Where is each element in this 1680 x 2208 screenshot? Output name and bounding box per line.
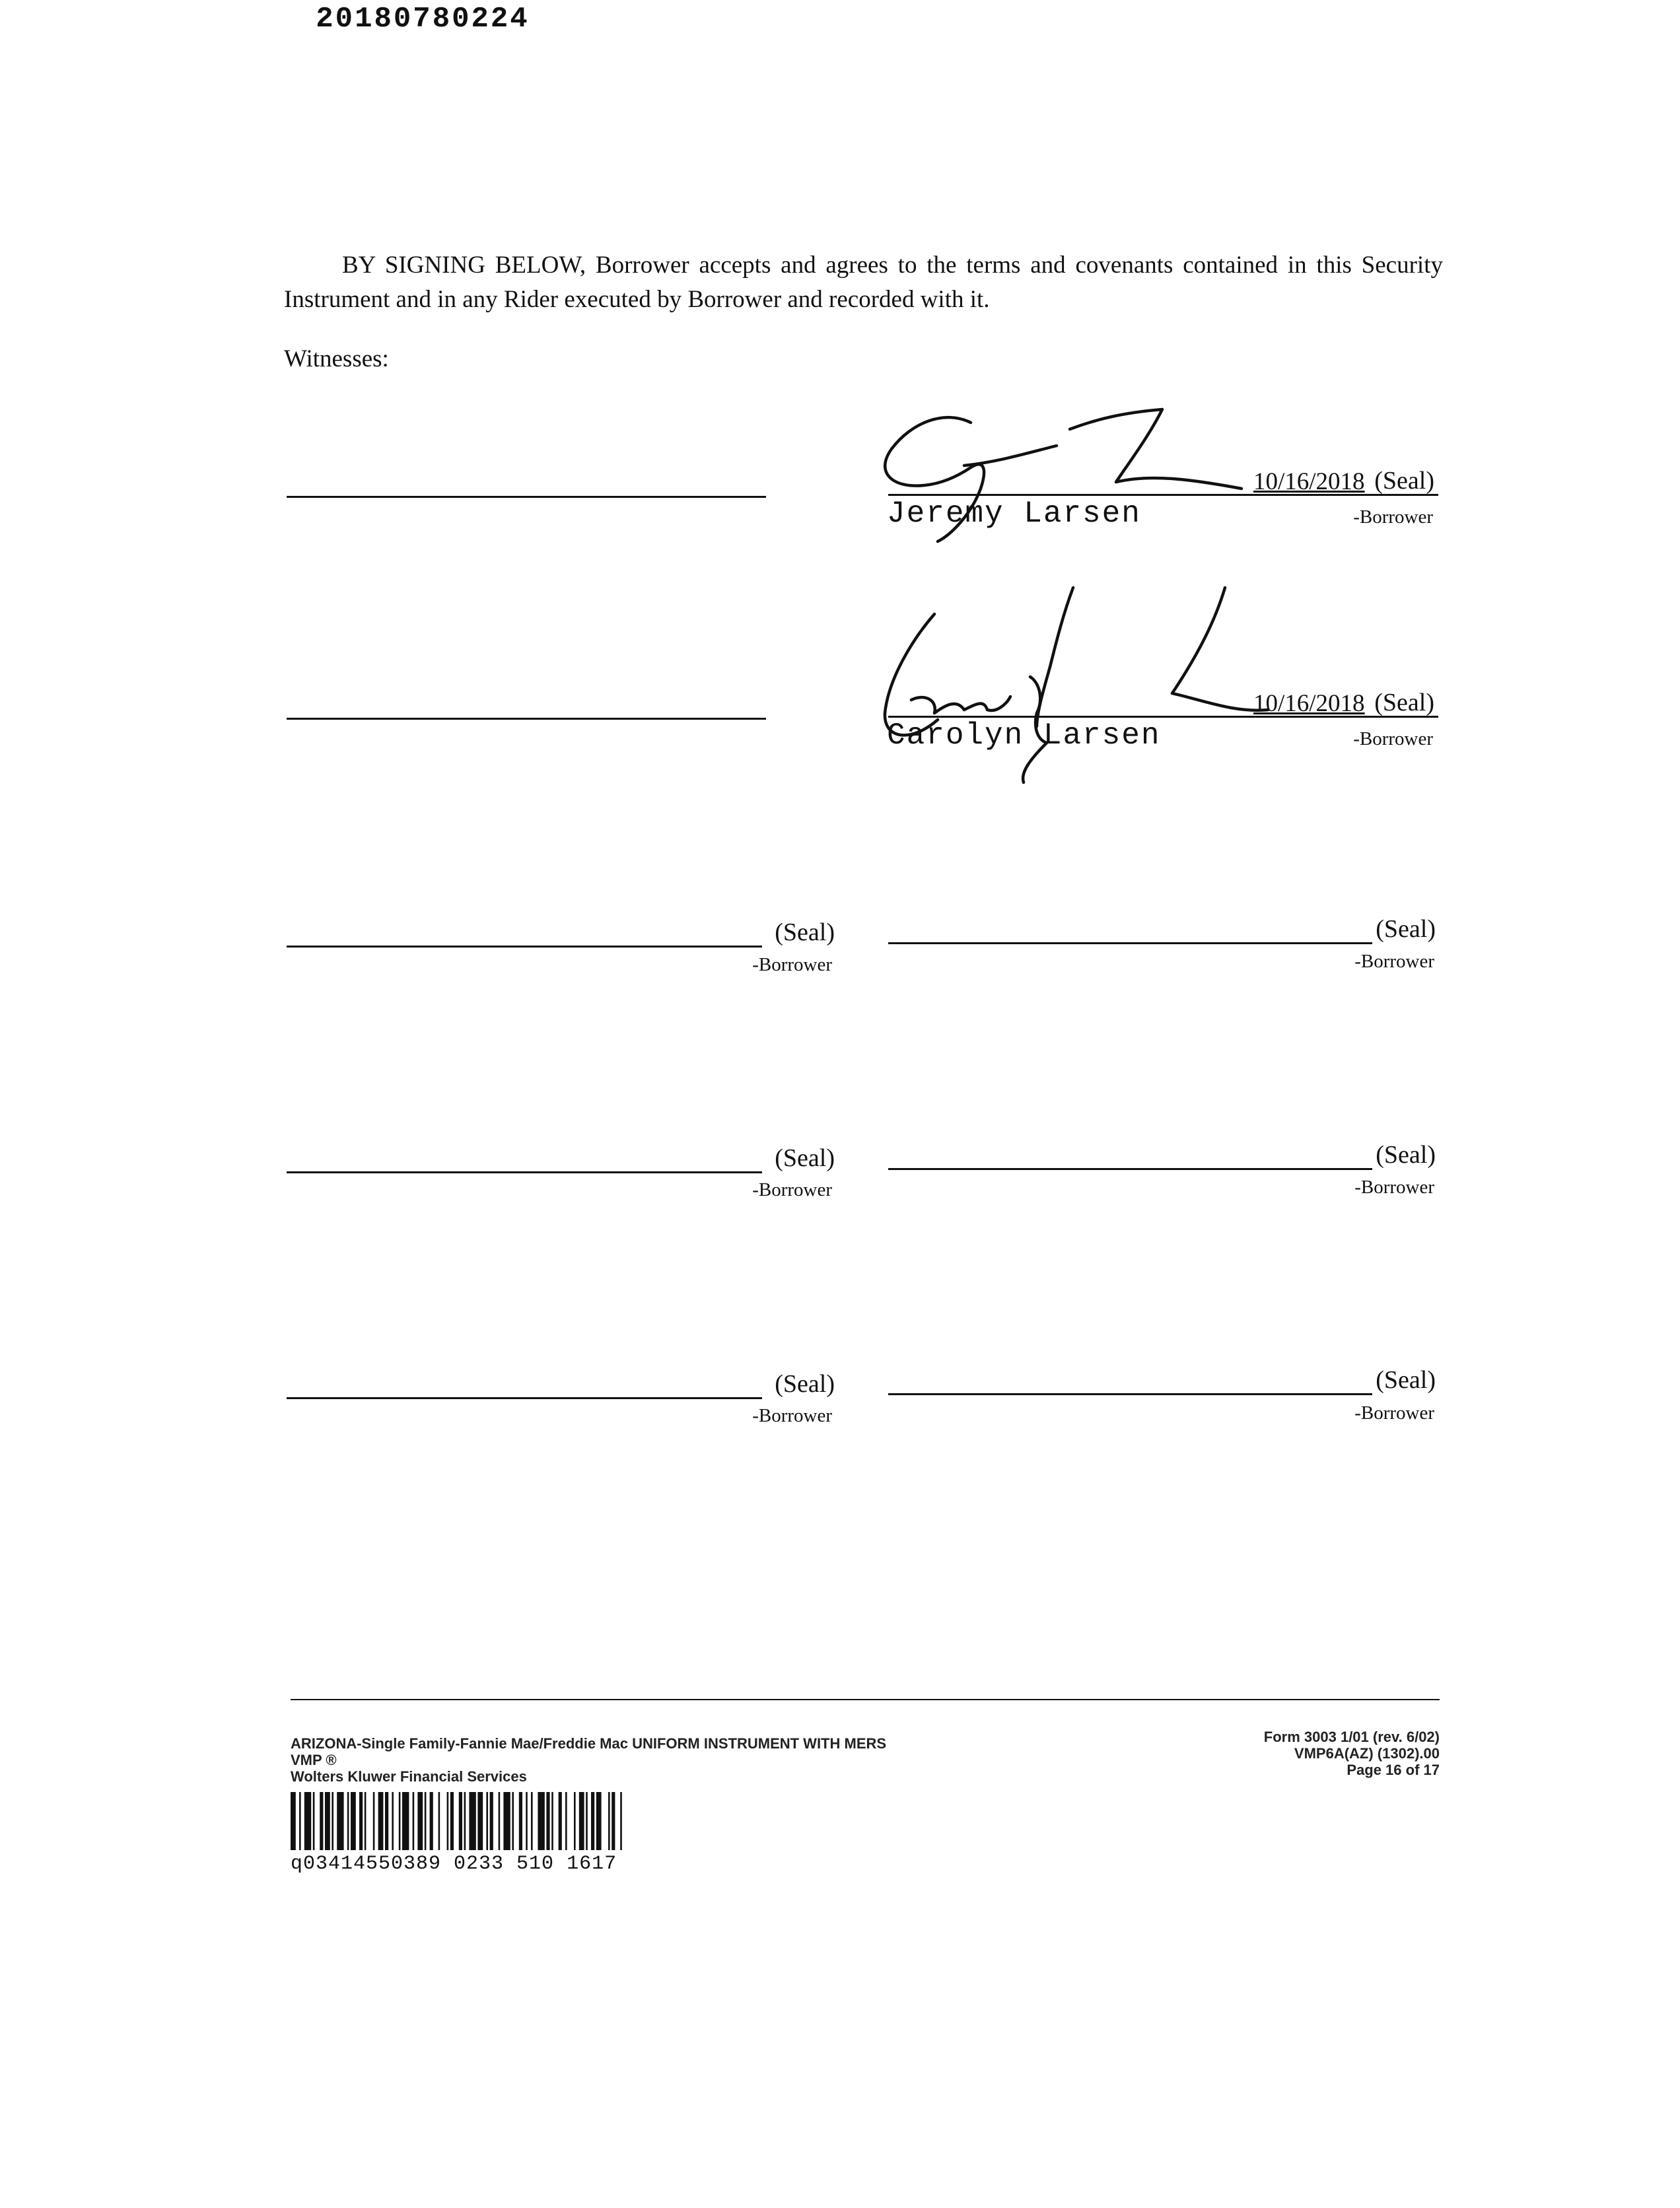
barcode-bar bbox=[320, 1792, 323, 1850]
barcode-bar bbox=[477, 1792, 483, 1850]
barcode-bar bbox=[299, 1792, 301, 1850]
barcode-bar bbox=[291, 1792, 296, 1850]
seal-label: (Seal) bbox=[775, 1370, 835, 1398]
seal-label: (Seal) bbox=[1376, 1366, 1436, 1394]
barcode-bar bbox=[402, 1792, 409, 1850]
barcode-bar bbox=[325, 1792, 330, 1850]
barcode-bar bbox=[378, 1792, 384, 1850]
barcode-bar bbox=[332, 1792, 333, 1850]
barcode-bar bbox=[359, 1792, 363, 1850]
borrower-label: -Borrower bbox=[1354, 1402, 1434, 1424]
barcode-bar bbox=[586, 1792, 588, 1850]
barcode-bar bbox=[565, 1792, 567, 1850]
footer-right bbox=[1123, 1729, 1440, 1778]
borrower-label: -Borrower bbox=[1354, 951, 1434, 972]
barcode-number: q03414550389 0233 510 1617 bbox=[291, 1853, 617, 1875]
barcode-bar bbox=[373, 1792, 375, 1850]
barcode-bar bbox=[519, 1792, 522, 1850]
barcode-bar bbox=[430, 1792, 433, 1850]
barcode-bar bbox=[313, 1792, 315, 1850]
borrower-label: -Borrower bbox=[752, 954, 832, 975]
witnesses-label: Witnesses: bbox=[284, 345, 389, 372]
barcode-bar bbox=[450, 1792, 454, 1850]
signature-date-carolyn: 10/16/2018 bbox=[1253, 690, 1365, 717]
barcode-bar bbox=[347, 1792, 349, 1850]
barcode-bar bbox=[490, 1792, 493, 1850]
borrower-label-jeremy: -Borrower bbox=[1353, 506, 1433, 528]
form-code: VMP6A(AZ) (1302).00 bbox=[1294, 1745, 1440, 1762]
typed-name-carolyn: Carolyn Larsen bbox=[887, 718, 1161, 753]
barcode-bar bbox=[464, 1792, 466, 1850]
borrower-label-carolyn: -Borrower bbox=[1353, 728, 1433, 749]
barcode bbox=[291, 1792, 746, 1850]
barcode-bar bbox=[459, 1792, 462, 1850]
barcode-bar bbox=[392, 1792, 394, 1850]
barcode-bar bbox=[503, 1792, 510, 1850]
form-number: Form 3003 1/01 (rev. 6/02) bbox=[1263, 1729, 1440, 1745]
handwritten-signature-carolyn bbox=[872, 574, 1268, 786]
witness-line-1 bbox=[287, 496, 766, 498]
barcode-bar bbox=[574, 1792, 576, 1850]
barcode-bar bbox=[365, 1792, 367, 1850]
barcode-bar bbox=[337, 1792, 343, 1850]
footer-left bbox=[291, 1735, 1017, 1785]
barcode-bar bbox=[608, 1792, 610, 1850]
barcode-bar bbox=[425, 1792, 427, 1850]
barcode-bar bbox=[385, 1792, 388, 1850]
borrower-label: -Borrower bbox=[752, 1405, 832, 1426]
barcode-bar bbox=[551, 1792, 553, 1850]
barcode-bar bbox=[620, 1792, 622, 1850]
barcode-bar bbox=[531, 1792, 533, 1850]
seal-label: (Seal) bbox=[775, 918, 835, 946]
barcode-bar bbox=[579, 1792, 584, 1850]
witness-line-2 bbox=[287, 718, 766, 720]
barcode-bar bbox=[417, 1792, 423, 1850]
barcode-bar bbox=[612, 1792, 615, 1850]
signature-date-jeremy: 10/16/2018 bbox=[1253, 468, 1365, 495]
typed-name-jeremy: Jeremy Larsen bbox=[887, 497, 1141, 531]
barcode-bar bbox=[469, 1792, 475, 1850]
barcode-bar bbox=[399, 1792, 401, 1850]
form-title: ARIZONA-Single Family-Fannie Mae/Freddie Mac UNIFORM INSTRUMENT WITH MERS bbox=[291, 1735, 887, 1752]
barcode-bar bbox=[413, 1792, 415, 1850]
seal-label: (Seal) bbox=[775, 1144, 835, 1172]
publisher-name: Wolters Kluwer Financial Services bbox=[291, 1768, 527, 1785]
barcode-bar bbox=[447, 1792, 449, 1850]
barcode-bar bbox=[304, 1792, 311, 1850]
vmp-mark: VMP ® bbox=[291, 1752, 337, 1768]
seal-label-carolyn: (Seal) bbox=[1374, 689, 1434, 716]
seal-label-jeremy: (Seal) bbox=[1374, 467, 1434, 495]
barcode-bar bbox=[351, 1792, 356, 1850]
page-number: Page 16 of 17 bbox=[1347, 1762, 1440, 1778]
seal-label: (Seal) bbox=[1376, 915, 1436, 943]
barcode-bar bbox=[538, 1792, 544, 1850]
barcode-bar bbox=[486, 1792, 488, 1850]
barcode-bar bbox=[559, 1792, 562, 1850]
footer-divider bbox=[291, 1699, 1440, 1700]
barcode-bar bbox=[512, 1792, 514, 1850]
borrower-label: -Borrower bbox=[1354, 1177, 1434, 1198]
seal-label: (Seal) bbox=[1376, 1141, 1436, 1169]
barcode-bar bbox=[591, 1792, 594, 1850]
barcode-bar bbox=[546, 1792, 549, 1850]
borrower-label: -Borrower bbox=[752, 1179, 832, 1200]
barcode-bar bbox=[596, 1792, 602, 1850]
barcode-bar bbox=[526, 1792, 528, 1850]
barcode-bar bbox=[438, 1792, 440, 1850]
barcode-bar bbox=[499, 1792, 501, 1850]
document-number: 20180780224 bbox=[316, 3, 530, 36]
signing-statement: BY SIGNING BELOW, Borrower accepts and agrees to the terms and covenants contained in this Security Instrument and in any Rider executed by Borrower and recorded with it. bbox=[284, 252, 1443, 313]
